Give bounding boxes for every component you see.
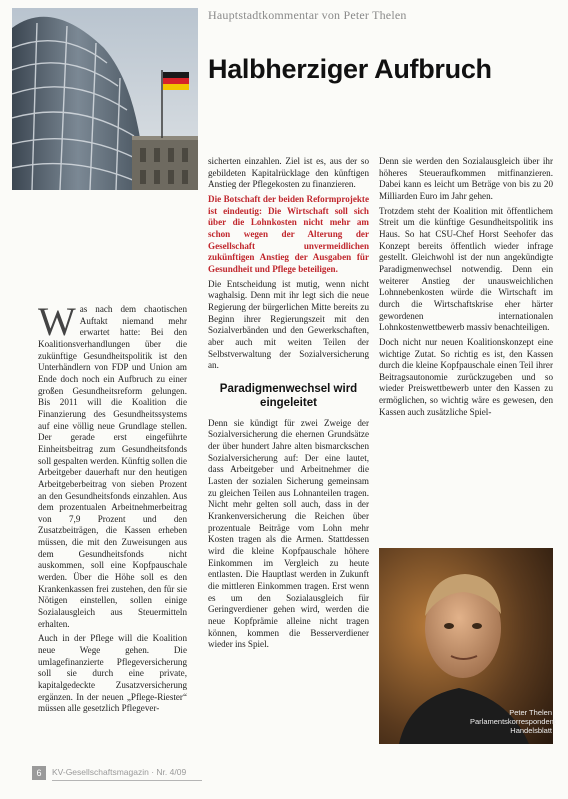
caption-name: Peter Thelen <box>509 708 552 717</box>
paragraph: Doch nicht nur neuen Koalitionskonzept eine wichtige Zutat. So richtig es ist, den Kassen durch die kleine Kopfpauschale einen Teil ihrer Beitragsautonomie zurückzugeben und so wieder Preiswettbewerb unter den Kassen zu ermöglichen, so wichtig wäre es gewesen, den Kassen auch zusätzliche Spiel- <box>379 336 553 417</box>
article-column-3 <box>379 156 553 421</box>
paragraph: Auch in der Pflege will die Koalition neue Wege gehen. Die umlagefinanzierte Pflegeversicherung soll sie durch eine private, kapitalgedeckte Zusatzversicherung ergänzen. In der neuen „Pflege-Riester“ müssen alle gesetzlich Pflegever- <box>38 633 187 714</box>
paragraph: sicherten einzahlen. Ziel ist es, aus der so gebildeten Kapitalrücklage den künftigen Anstieg der Pflegekosten zu finanzieren. <box>208 156 369 190</box>
paragraph: Die Entscheidung ist mutig, wenn nicht waghalsig. Denn mit ihr legt sich die neue Regierung der bürgerlichen Mitte bereits zu Beginn ihrer Regierungszeit mit den Sozialverbänden und den Gewerkschaften, aber auch mit weiten Teilen der Selbstverwaltung der Sozialversicherung an. <box>208 278 369 371</box>
highlighted-paragraph: Die Botschaft der beiden Reformprojekte ist eindeutig: Die Wirtschaft soll sich über die Lohnkosten nicht mehr am schon wegen der Alterung der Gesellschaft unvermeidlichen zukünftigen Anstieg der Ausgaben für Gesundheit und Pflege beteiligen. <box>208 193 369 274</box>
paragraph: Denn sie werden den Sozialausgleich über ihr höheres Steueraufkommen mitfinanzieren. Dabei kann es leicht um Beträge von bis zu 20 Milliarden Euro im Jahr gehen. <box>379 156 553 201</box>
footer-divider <box>52 780 202 781</box>
article-title: Halbherziger Aufbruch <box>208 54 492 84</box>
caption-role: Parlamentskorrespondent <box>470 717 556 726</box>
section-subheading: Paradigmenwechsel wird eingeleitet <box>219 382 358 409</box>
article-column-2 <box>208 156 369 654</box>
publication-footer: KV-Gesellschaftsmagazin · Nr. 4/09 <box>52 767 187 777</box>
reichstag-dome-photo <box>12 8 198 190</box>
paragraph: Denn sie kündigt für zwei Zweige der Sozialversicherung die ehernen Grundsätze der über hundert Jahre alten bismarckschen Sozialversicherung auf: Der eine lautet, dass Arbeitgeber und Arbeitnehmer die Lasten der sozialen Sicherung gemeinsam zu gleichen Teilen aus Lohnanteilen tragen. Nicht mehr gelten soll auch, dass in der Krankenversicherung die Reichen über prozentuale Beiträge vom Lohn mehr Kosten tragen als die Armen. Stattdessen wird die kleine Kopfpauschale höhere Einkommen im Vergleich zu heute entlasten. Die Hauptlast werden in Zukunft die mittleren Einkommen tragen. Erst wenn es um den Sozialausgleich für Geringverdiener gehen wird, werden die neue Kopfprämie alleine nicht tragen können, kommen die Besserverdiener wieder ins Spiel. <box>208 417 369 650</box>
caption-outlet: Handelsblatt <box>510 726 552 735</box>
article-kicker: Hauptstadtkommentar von Peter Thelen <box>208 8 407 22</box>
paragraph: Trotzdem steht der Koalition mit öffentlichem Streit um die künftige Gesundheitspolitik ins Haus. So hat CSU-Chef Horst Seehofer das Konzept bereits öffentlich wieder infrage gestellt. Gleichwohl ist der nun angekündigte Paradigmenwechsel notwendig. Denn ein weiterer Anstieg der unausweichlichen Lohnnebenkosten würde die Wirtschaft im durch die Wirtschaftskrise eher härter gewordenen internationalen Lohnkostenwettbewerb massiv benachteiligen. <box>379 205 553 333</box>
portrait-caption <box>470 708 556 735</box>
page-number: 6 <box>36 768 42 778</box>
dropcap-letter: W <box>38 299 76 344</box>
paragraph: Was nach dem chaotischen Auftakt niemand mehr erwartet hatte: Bei den Koalitionsverhandlungen über die zukünftige Gesundheitspolitik ist den Unterhändlern von FDP und Union am Ende doch noch ein Aufbruch zu einer großen Gesundheitsreform gelungen. Bis 2011 will die Koalition die Finanzierung des Gesundheitssystems auf eine völlig neue Grundlage stellen. Der gerade erst eingeführte Einheitsbeitrag zum Gesundheitsfonds soll gespalten werden. Künftig sollen die Arbeitgeber dauerhaft nur den heutigen Arbeitgeberbeitrag von sieben Prozent an den Gesundheitsfonds einzahlen. Aus dem prozentualen Arbeitnehmerbeitrag von 7,9 Prozent und den Zusatzbeiträgen, die Kassen erheben müssen, die mit den Zuweisungen aus dem Gesundheitsfonds nicht auskommen, soll eine Kopfpauschale werden. Über die Höhe soll es den Krankenkassen frei zustehen, den für sie Nötigen einstellen, sollen einige Sozialausgleich aus Steuermitteln erhalten. <box>38 299 188 629</box>
article-column-1 <box>38 299 188 718</box>
